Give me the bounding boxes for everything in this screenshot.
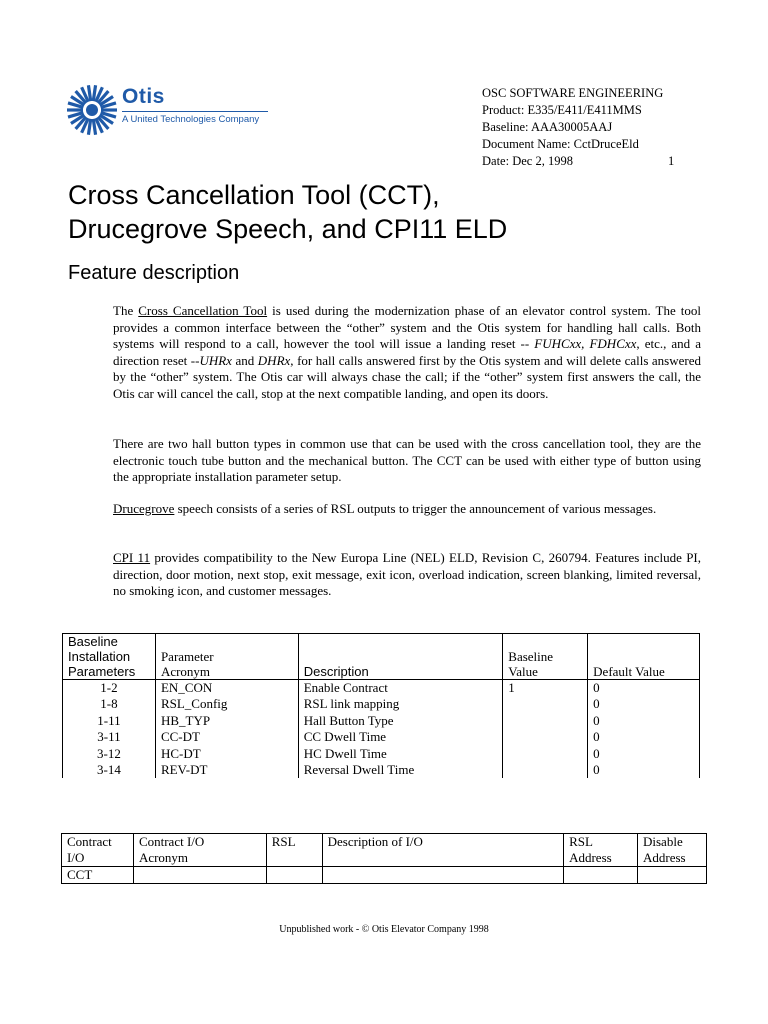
title-line-1: Cross Cancellation Tool (CCT), <box>68 180 440 210</box>
brand-tagline: A United Technologies Company <box>122 114 260 125</box>
cell-acronym: RSL_Config <box>155 696 298 712</box>
table-row <box>63 713 700 729</box>
cell-default: 0 <box>588 729 700 745</box>
sunburst-ray <box>93 85 95 101</box>
cell-rsl <box>266 867 322 884</box>
header-default-value: Default Value <box>588 634 700 680</box>
text-span: provides compatibility to the New Europa Line (NEL) ELD, Revision C, 260794. Features include PI, direction, door motion, next stop, exit message, exit icon, overload indication, screen blanking, limited reversal, no smoking icon, and customer messages. <box>113 550 702 599</box>
baseline-parameters-table <box>62 633 700 778</box>
text-span: speech consists of a series of RSL outputs to trigger the announcement of various messages. <box>174 501 657 516</box>
header-baseline-parameters <box>63 634 156 680</box>
cell-acronym: HC-DT <box>155 746 298 762</box>
otis-sunburst-icon <box>66 84 118 136</box>
cell-param: 3-12 <box>63 746 156 762</box>
text-span: , etc., and a direction reset -- <box>113 336 701 368</box>
term-landing-reset: FUHCxx, FDHCxx <box>534 336 637 352</box>
header-text: Baseline <box>68 634 118 649</box>
cell-baseline <box>503 713 588 729</box>
cell-description: Enable Contract <box>298 680 503 697</box>
header-text: Baseline <box>508 649 554 664</box>
header-text: Disable <box>643 834 683 849</box>
cell-io: CCT <box>62 867 134 884</box>
footer-copyright: Unpublished work - © Otis Elevator Company 1998 <box>279 924 489 935</box>
cell-description: HC Dwell Time <box>298 746 503 762</box>
term-cross-cancellation-tool: Cross Cancellation Tool <box>138 303 268 318</box>
table-row <box>63 696 700 712</box>
cell-default: 0 <box>588 762 700 778</box>
cell-default: 0 <box>588 696 700 712</box>
term-drucegrove: Drucegrove <box>113 501 175 516</box>
cell-param: 3-11 <box>63 729 156 745</box>
cell-disable-address <box>638 867 707 884</box>
sunburst-ray <box>88 119 90 135</box>
header-text: Acronym <box>138 850 189 865</box>
table-header-row <box>62 834 707 867</box>
cell-param: 1-11 <box>63 713 156 729</box>
cell-param: 3-14 <box>63 762 156 778</box>
cell-default: 0 <box>588 713 700 729</box>
header-text: Parameter <box>160 649 214 664</box>
table-row <box>63 680 700 697</box>
cell-acronym: CC-DT <box>155 729 298 745</box>
table-header-row <box>63 634 700 680</box>
paragraph-cpi11 <box>113 550 701 600</box>
header-baseline-value <box>503 634 588 680</box>
table-row <box>63 746 700 762</box>
header-text: Address <box>643 850 686 865</box>
header-text: Parameters <box>68 664 136 679</box>
header-text: I/O <box>67 850 85 865</box>
header-parameter-acronym <box>155 634 298 680</box>
paragraph-drucegrove <box>113 501 701 518</box>
baseline-line: Baseline: AAA30005AAJ <box>482 120 613 134</box>
header-text: Contract I/O <box>138 834 205 849</box>
product-line: Product: E335/E411/E411MMS <box>482 103 642 117</box>
table-row <box>62 867 707 884</box>
cell-description <box>322 867 563 884</box>
header-text: Address <box>569 850 612 865</box>
cell-rsl-address <box>564 867 638 884</box>
brand-name: Otis <box>122 85 165 108</box>
cell-acronym: HB_TYP <box>155 713 298 729</box>
cell-default: 0 <box>588 746 700 762</box>
sunburst-ray <box>88 85 90 101</box>
document-name-line: Document Name: CctDruceEld <box>482 137 639 151</box>
header-rsl: RSL <box>266 834 322 867</box>
cell-baseline: 1 <box>503 680 588 697</box>
cell-description: RSL link mapping <box>298 696 503 712</box>
header-text: RSL <box>569 834 593 849</box>
section-heading: Feature description <box>68 262 240 284</box>
header-text: Installation <box>68 649 131 664</box>
title-line-2: Drucegrove Speech, and CPI11 ELD <box>68 214 508 244</box>
cell-param: 1-8 <box>63 696 156 712</box>
cell-default: 0 <box>588 680 700 697</box>
text-span: is used during the modernization phase of an elevator control system. The tool provides a common interface between the “other” system and the Otis system for handling hall calls. Both systems will respond to a call, however the tool will issue a landing reset -- <box>113 303 701 352</box>
header-text: Acronym <box>160 664 211 679</box>
header-rsl-address <box>564 834 638 867</box>
table-row <box>63 762 700 778</box>
table-row <box>63 729 700 745</box>
cell-param: 1-2 <box>63 680 156 697</box>
page-number: 1 <box>668 154 675 168</box>
term-uhrx: UHRx <box>199 352 232 368</box>
cell-acronym: EN_CON <box>155 680 298 697</box>
cell-acronym: REV-DT <box>155 762 298 778</box>
header-text: Contract <box>67 834 112 849</box>
cell-description: Hall Button Type <box>298 713 503 729</box>
page-title <box>68 178 507 246</box>
cell-baseline <box>503 746 588 762</box>
document-header-info <box>482 85 682 170</box>
header-contract-io <box>62 834 134 867</box>
header-description: Description <box>298 634 503 680</box>
cell-baseline <box>503 762 588 778</box>
department: OSC SOFTWARE ENGINEERING <box>482 86 664 100</box>
sunburst-ray <box>93 119 95 135</box>
cell-description: Reversal Dwell Time <box>298 762 503 778</box>
paragraph-hall-buttons: There are two hall button types in common use that can be used with the cross cancellation tool, they are the electronic touch tube button and the mechanical button. The CCT can be used with either type of button using the appropriate installation parameter setup. <box>113 436 701 485</box>
cell-description: CC Dwell Time <box>298 729 503 745</box>
contract-io-table <box>61 833 707 884</box>
cell-baseline <box>503 729 588 745</box>
date-text: Date: Dec 2, 1998 <box>482 154 573 168</box>
cell-acronym <box>133 867 266 884</box>
header-contract-io-acronym <box>133 834 266 867</box>
text-span: The <box>113 303 139 318</box>
paragraph-cct <box>113 303 701 403</box>
date-line <box>482 153 682 170</box>
brand-rule <box>122 111 268 112</box>
text-span: and <box>231 352 258 368</box>
header-text: Value <box>508 664 538 679</box>
header-description-of-io: Description of I/O <box>322 834 563 867</box>
text-span: , for hall calls answered first by the Otis system and will delete calls answered by the “other” system. The Otis car will always chase the call; if the “other” system first answers the call, the Otis car will cancel the call, stop at the next compatible landing, and open its doors. <box>113 352 702 401</box>
otis-logo <box>66 84 276 134</box>
cell-baseline <box>503 696 588 712</box>
term-cpi11: CPI 11 <box>113 550 151 565</box>
header-disable-address <box>638 834 707 867</box>
term-dhrx: DHRx <box>257 352 291 368</box>
